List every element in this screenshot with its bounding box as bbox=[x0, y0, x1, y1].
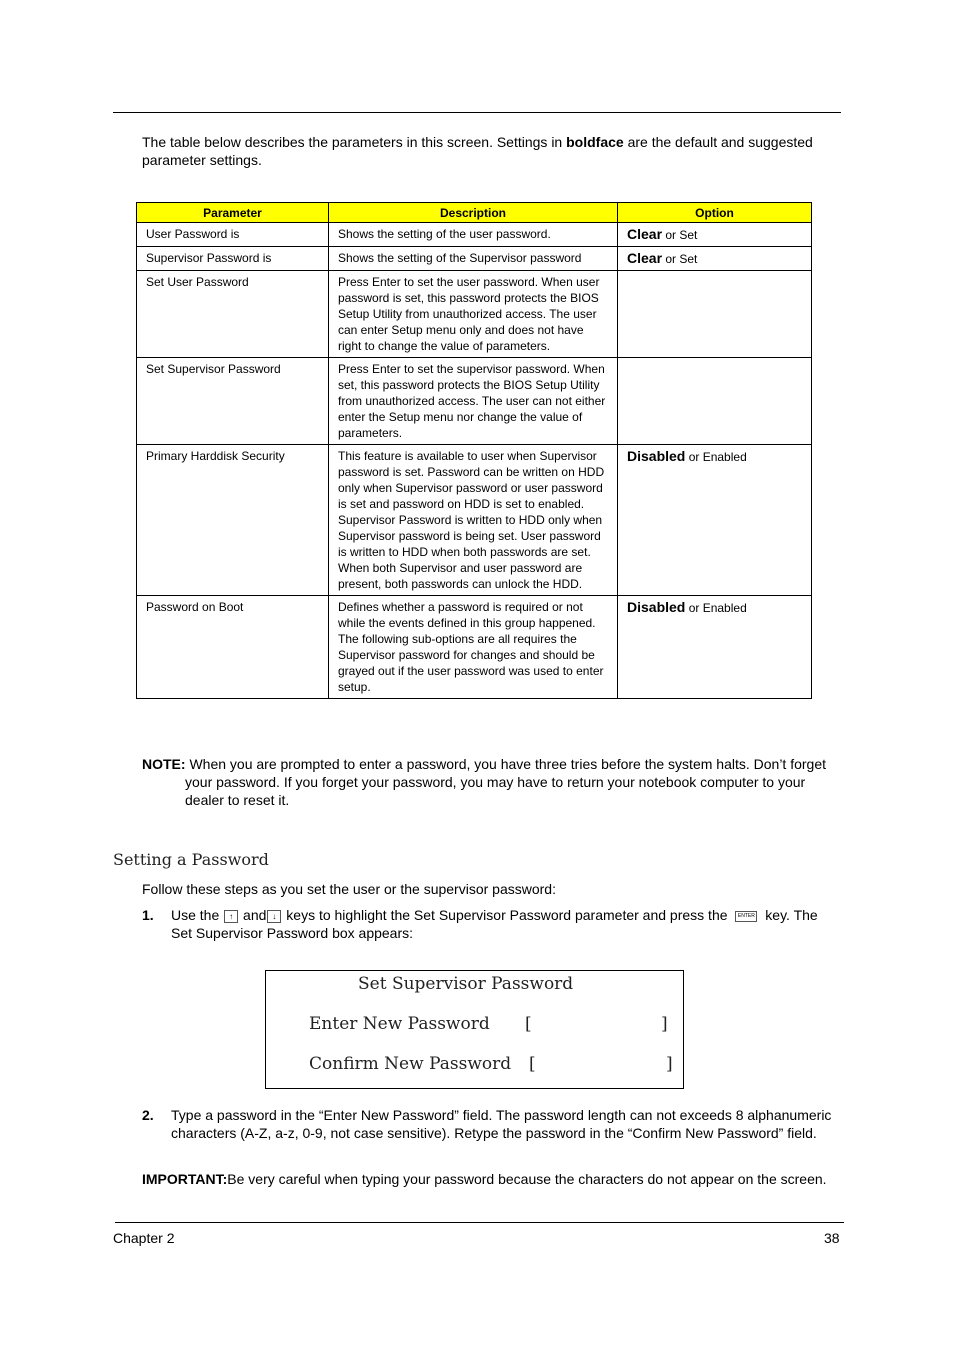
important-text: Be very careful when typing your password because the characters do not appear on the screen. bbox=[227, 1171, 827, 1187]
table-header-row bbox=[137, 203, 812, 223]
header-option: Option bbox=[618, 203, 812, 223]
step-1-text-a: Use the bbox=[171, 907, 224, 923]
intro-paragraph bbox=[142, 133, 842, 169]
desc-cell: This feature is available to user when Supervisor password is set. Password can be written on HDD only when Supervisor password or user password is set and password on HDD is set to enabled. Supervisor Password is written to HDD only when Supervisor password is being set. User password is written to HDD when both passwords are set. When both Supervisor and user password are present, both passwords can unlock the HDD. bbox=[329, 445, 618, 596]
footer-page-number: 38 bbox=[824, 1230, 840, 1246]
option-default: Clear bbox=[627, 250, 663, 266]
step-1-number: 1. bbox=[142, 907, 154, 923]
parameter-table bbox=[136, 202, 812, 699]
intro-text-1: The table below describes the parameters in this screen. Settings in bbox=[142, 134, 567, 150]
option-cell bbox=[618, 223, 812, 247]
step-2-text: Type a password in the “Enter New Password” field. The password length can not exceeds 8 alphanumeric characters (A-Z, a-z, 0-9, not case sensitive). Retype the password in the “Confirm New Password” field. bbox=[171, 1107, 832, 1141]
option-rest: or Set bbox=[662, 252, 698, 266]
important-label: IMPORTANT: bbox=[142, 1171, 228, 1187]
desc-cell: Shows the setting of the Supervisor password bbox=[329, 247, 618, 271]
param-cell: Primary Harddisk Security bbox=[137, 445, 329, 596]
option-default: Disabled bbox=[627, 448, 686, 464]
option-cell bbox=[618, 271, 812, 358]
up-arrow-key-icon: ↑ bbox=[224, 910, 238, 923]
dialog-title: Set Supervisor Password bbox=[358, 974, 574, 994]
param-cell: User Password is bbox=[137, 223, 329, 247]
step-1-text-d: key. The Set Supervisor Password box appears: bbox=[171, 907, 818, 941]
option-cell bbox=[618, 358, 812, 445]
step-2-number: 2. bbox=[142, 1107, 154, 1123]
follow-text: Follow these steps as you set the user or the supervisor password: bbox=[142, 881, 556, 897]
table-row bbox=[137, 358, 812, 445]
intro-text-2: are the default and suggested parameter settings. bbox=[142, 134, 813, 168]
param-cell: Set Supervisor Password bbox=[137, 358, 329, 445]
option-rest: or Enabled bbox=[685, 601, 747, 615]
option-cell bbox=[618, 596, 812, 699]
footer-rule bbox=[115, 1222, 844, 1223]
enter-password-bracket-open: [ bbox=[525, 1014, 532, 1034]
step-2 bbox=[142, 1106, 832, 1142]
option-default: Clear bbox=[627, 226, 663, 242]
step-1 bbox=[142, 906, 842, 942]
footer-chapter: Chapter 2 bbox=[113, 1230, 175, 1246]
confirm-new-password-label: Confirm New Password bbox=[309, 1054, 512, 1074]
enter-new-password-label: Enter New Password bbox=[309, 1014, 490, 1034]
enter-key-icon: ENTER bbox=[735, 911, 757, 922]
important-note bbox=[142, 1170, 852, 1188]
note-label: NOTE: bbox=[142, 756, 186, 772]
header-parameter: Parameter bbox=[137, 203, 329, 223]
desc-cell: Shows the setting of the user password. bbox=[329, 223, 618, 247]
table-row bbox=[137, 223, 812, 247]
down-arrow-key-icon: ↓ bbox=[267, 910, 281, 923]
step-1-text bbox=[171, 906, 842, 942]
option-default: Disabled bbox=[627, 599, 686, 615]
header-rule bbox=[113, 112, 841, 113]
desc-cell: Defines whether a password is required or not while the events defined in this group happened. The following sub-options are all requires the Supervisor password for changes and should be grayed out if the user password was used to enter setup. bbox=[329, 596, 618, 699]
param-cell: Supervisor Password is bbox=[137, 247, 329, 271]
option-rest: or Set bbox=[662, 228, 698, 242]
note-block bbox=[142, 755, 842, 809]
intro-bold-word: boldface bbox=[566, 134, 624, 150]
table-row bbox=[137, 445, 812, 596]
table-row bbox=[137, 271, 812, 358]
section-title: Setting a Password bbox=[113, 850, 269, 869]
option-cell bbox=[618, 445, 812, 596]
step-1-text-b: and bbox=[239, 907, 267, 923]
desc-cell: Press Enter to set the supervisor password. When set, this password protects the BIOS Setup Utility from unauthorized access. The user can not either enter the Setup menu nor change the value of parameters. bbox=[329, 358, 618, 445]
option-rest: or Enabled bbox=[685, 450, 747, 464]
step-1-text-c: keys to highlight the Set Supervisor Password parameter and press the bbox=[282, 907, 732, 923]
table-row bbox=[137, 596, 812, 699]
set-supervisor-password-dialog bbox=[265, 970, 684, 1089]
param-cell: Password on Boot bbox=[137, 596, 329, 699]
table-row bbox=[137, 247, 812, 271]
header-description: Description bbox=[329, 203, 618, 223]
enter-password-bracket-close: ] bbox=[661, 1014, 668, 1034]
confirm-password-bracket-open: [ bbox=[529, 1054, 536, 1074]
param-cell: Set User Password bbox=[137, 271, 329, 358]
desc-cell: Press Enter to set the user password. When user password is set, this password protects the BIOS Setup Utility from unauthorized access. The user can enter Setup menu only and does not have right to change the value of parameters. bbox=[329, 271, 618, 358]
option-cell bbox=[618, 247, 812, 271]
confirm-password-bracket-close: ] bbox=[666, 1054, 673, 1074]
note-rest: your password. If you forget your password, you may have to return your notebook computer to your dealer to reset it. bbox=[185, 774, 806, 808]
note-line1: When you are prompted to enter a password, you have three tries before the system halts. Don’t forget bbox=[185, 756, 827, 772]
